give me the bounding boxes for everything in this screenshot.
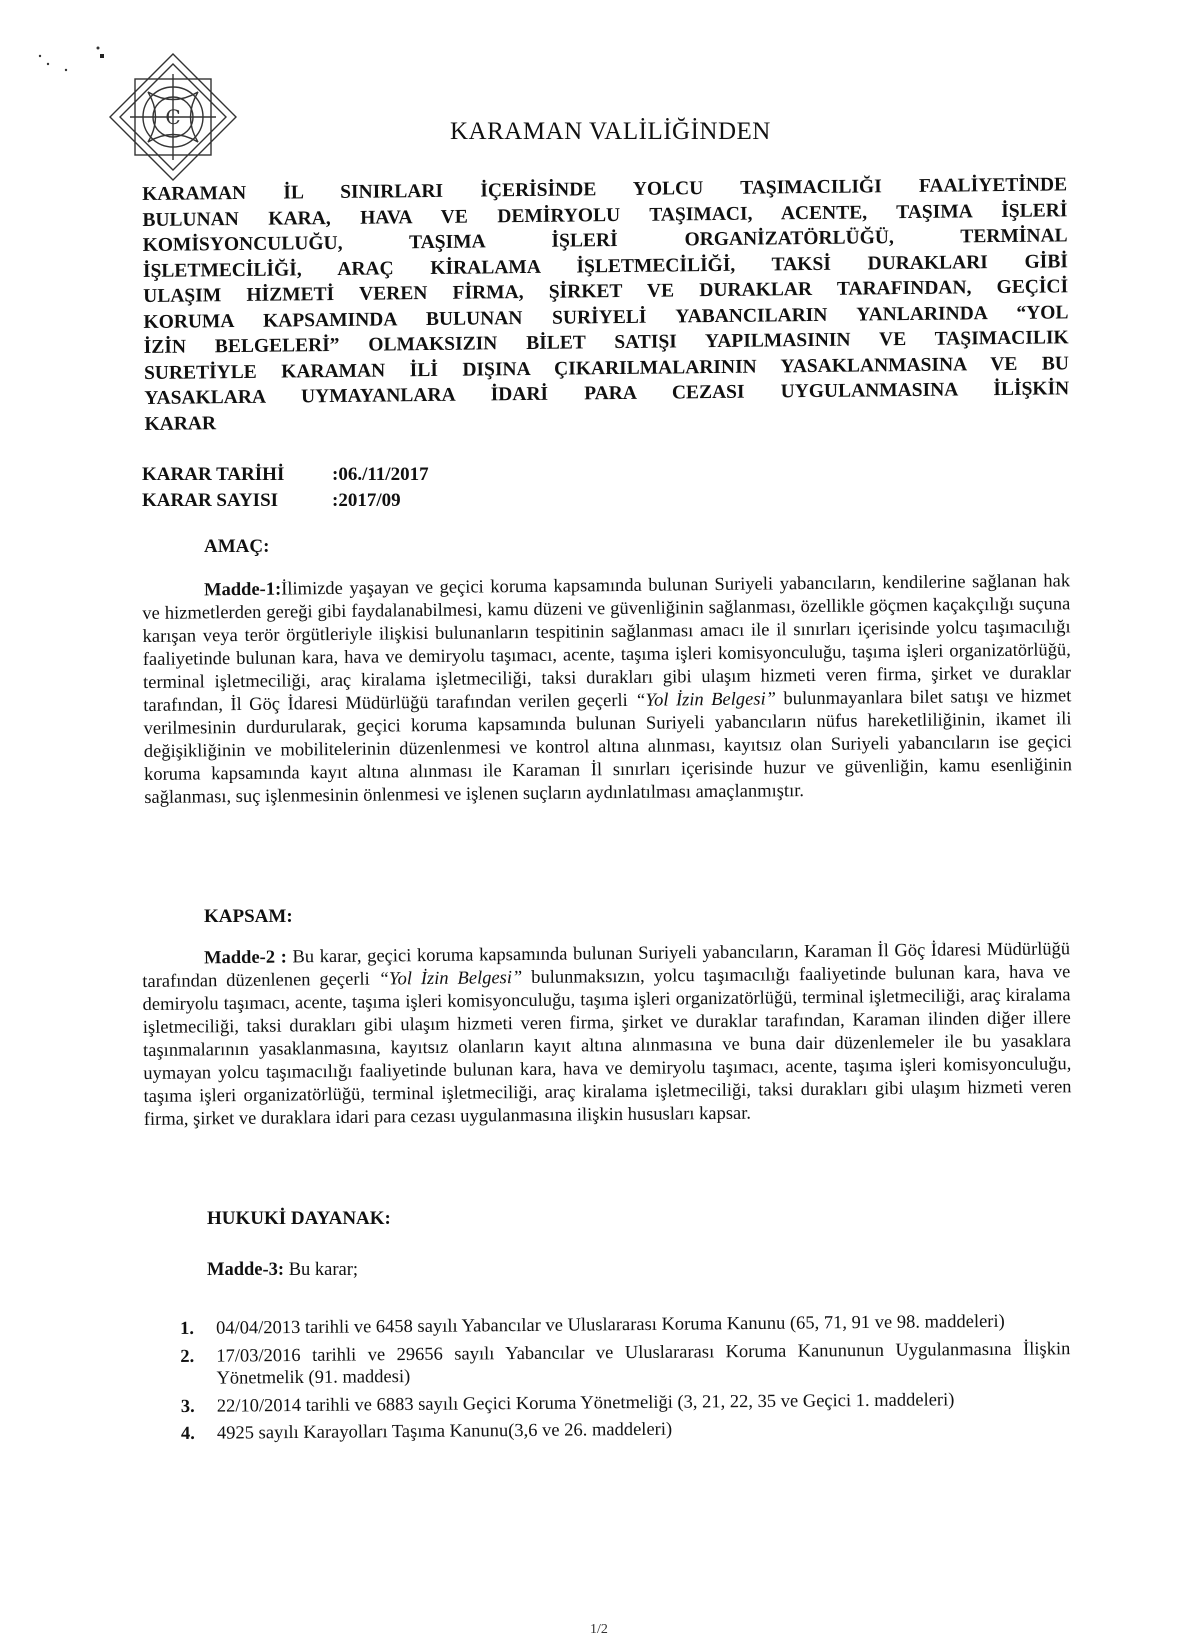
section-title-hukuki: HUKUKİ DAYANAK: xyxy=(207,1208,391,1229)
document-title: KARAMAN VALİLİĞİNDEN xyxy=(450,118,771,145)
list-item-text: 22/10/2014 tarihli ve 6883 sayılı Geçici Koruma Yönetmeliği (3, 21, 22, 35 ve Geçici 1. maddeleri) xyxy=(216,1389,955,1417)
heading-line: KOMİSYONCULUĞU, TAŞIMA İŞLERİ ORGANİZATÖRLÜĞÜ, TERMİNAL xyxy=(142,225,1068,256)
list-item xyxy=(181,1388,1071,1418)
heading-line: YASAKLARA UYMAYANLARA İDARİ PARA CEZASI UYGULANMASINA İLİŞKİN xyxy=(144,378,1070,409)
article-2-text-part2: bulunmaksızın, yolcu taşımacılığı faaliyetinde bulunan kara, hava ve demiryolu taşımacı, acente, taşıma işleri komisyonculuğu, taşıma işleri organizatörlüğü, terminal işletmeciliği, araç kiralama işletmeciliği, taksi durakları gibi ulaşım hizmeti veren firma, şirket ve duraklar tarafından, Karaman ilinden diğer illere taşınmalarının yasaklanmasına, kayıtsız olanların kayıt altına alınmasına ve buna dair düzenlemeler ile bu yasaklara uymayan yolcu taşımacılığı faaliyetinde bulunan kara, hava ve demiryolu taşımacı, acente, taşıma işleri komisyonculuğu, taşıma işleri organizatörlüğü, terminal işletmeciliği, araç kiralama işletmeciliği, taksi durakları gibi ulaşım hizmeti veren firma, şirket ve duraklara idari para cezası uygulanmasına ilişkin hususları kapsar. xyxy=(142,962,1072,1130)
svg-text:C: C xyxy=(165,105,181,129)
list-item-number: 2. xyxy=(180,1346,195,1367)
heading-line: İZİN BELGELERİ” OLMAKSIZIN BİLET SATIŞI YAPILMASININ VE TAŞIMACILIK xyxy=(143,327,1069,358)
list-item-number: 3. xyxy=(180,1396,195,1417)
section-title-amac: AMAÇ: xyxy=(204,536,270,557)
list-item-text: 04/04/2013 tarihli ve 6458 sayılı Yabancılar ve Uluslararası Koruma Kanunu (65, 71, 91 ve 98. maddeleri) xyxy=(216,1311,1005,1339)
article-3-label: Madde-3: xyxy=(207,1260,285,1280)
decision-number-value: :2017/09 xyxy=(332,490,401,511)
heading-line: SURETİYLE KARAMAN İLİ DIŞINA ÇIKARILMALARININ YASAKLANMASINA VE BU xyxy=(143,352,1070,384)
heading-last-line: KARAR xyxy=(144,412,217,435)
decision-heading xyxy=(142,172,1070,437)
page-number: 1/2 xyxy=(590,1622,608,1637)
article-1-italic: “Yol İzin Belgesi” xyxy=(635,689,777,711)
article-2-label: Madde-2 : xyxy=(204,947,287,969)
article-1-text-part1: İlimizde yaşayan ve geçici koruma kapsamında bulunan Suriyeli yabancıların, kendilerine sağlanan hak ve hizmetlerden gereği gibi faydalanabilmesi, kamu düzeni ve güvenliğinin sağlanması, özellikle göçmen kaçakçılığı suçuna karışan veya terör örgütleriyle ilişkisi bulunanların tespitinin sağlanması amacı ile il sınırları içerisinde yolcu taşımacılığı faaliyetinde bulunan kara, hava ve demiryolu taşımacı, acente, taşıma işleri komisyonculuğu, taşıma işleri organizatörlüğü, terminal işletmeciliği, araç kiralama işletmeciliği, taksi durakları gibi ulaşım hizmeti veren firma, şirket ve duraklar tarafından, İl Göç İdaresi Müdürlüğü tarafından verilen geçerli xyxy=(142,571,1072,716)
list-item xyxy=(180,1338,1070,1391)
decision-number-label: KARAR SAYISI xyxy=(142,490,279,511)
article-1-paragraph xyxy=(142,570,1072,810)
article-1-text-part2: bulunmayanlara bilet satışı ve hizmet verilmesinin durdurularak, geçici koruma kapsamında bulunan Suriyeli yabancıların nüfus hareketliliğinin, ikamet ili değişikliğinin ve mobilitelerinin düzenlenmesi ve kontrol altına alınması, kayıtsız olan Suriyeli yabancıların ise geçici koruma kapsamında kayıt altına alınması ile Karaman İl sınırları içerisinde huzur ve güvenliğin, kamu esenliğinin sağlanması, suç işlenmesinin önlenmesi ve işlenen suçların aydınlatılması amaçlanmıştır. xyxy=(143,686,1073,808)
heading-line: KORUMA KAPSAMINDA BULUNAN SURİYELİ YABANCILARIN YANLARINDA “YOL xyxy=(143,301,1069,333)
list-item-text: 17/03/2016 tarihli ve 29656 sayılı Yabancılar ve Uluslararası Koruma Kanununun Uygulanmasına İlişkin Yönetmelik (91. maddesi) xyxy=(216,1338,1071,1389)
section-title-kapsam: KAPSAM: xyxy=(204,906,293,927)
karaman-governorship-emblem-icon xyxy=(108,52,238,182)
heading-line: KARAMAN İL SINIRLARI İÇERİSİNDE YOLCU TAŞIMACILIĞI FAALİYETİNDE xyxy=(142,174,1068,205)
list-item xyxy=(181,1415,1071,1445)
article-1-label: Madde-1: xyxy=(204,579,282,601)
heading-line: BULUNAN KARA, HAVA VE DEMİRYOLU TAŞIMACI, ACENTE, TAŞIMA İŞLERİ xyxy=(142,199,1068,231)
decision-date-label: KARAR TARİHİ xyxy=(142,464,285,485)
article-3-text: Bu karar; xyxy=(288,1260,359,1280)
article-2-text-part1: Bu karar, geçici koruma kapsamında bulunan Suriyeli yabancıların, Karaman İl Göç İdaresi Müdürlüğü tarafından düzenlenen geçerli xyxy=(142,939,1071,992)
heading-line: ULAŞIM HİZMETİ VEREN FİRMA, ŞİRKET VE DURAKLAR TARAFINDAN, GEÇİCİ xyxy=(143,276,1069,307)
article-2-italic: “Yol İzin Belgesi” xyxy=(378,968,523,990)
article-2-paragraph xyxy=(142,938,1072,1132)
list-item xyxy=(180,1310,1070,1340)
decision-meta xyxy=(142,462,429,514)
article-3-heading xyxy=(207,1260,358,1281)
list-item-number: 4. xyxy=(180,1423,195,1444)
list-item-text: 4925 sayılı Karayolları Taşıma Kanunu(3,6 ve 26. maddeleri) xyxy=(216,1419,673,1444)
list-item-number: 1. xyxy=(180,1318,195,1339)
heading-line: İŞLETMECİLİĞİ, ARAÇ KİRALAMA İŞLETMECİLİĞİ, TAKSİ DURAKLARI GİBİ xyxy=(142,250,1068,282)
decision-date-value: :06./11/2017 xyxy=(332,464,429,485)
legal-basis-list xyxy=(180,1310,1071,1450)
